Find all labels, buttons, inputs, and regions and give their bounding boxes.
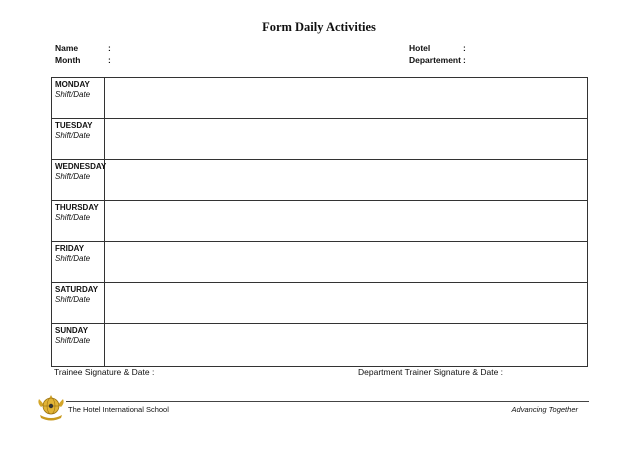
month-colon: : [108,55,111,65]
table-row [52,160,587,201]
table-row [52,201,587,242]
form-title: Form Daily Activities [262,20,376,34]
hotel-colon: : [463,43,466,53]
school-slogan: Advancing Together [511,405,578,414]
day-name: FRIDAY [55,244,85,253]
trainer-signature-label: Department Trainer Signature & Date : [358,367,504,377]
activities-table [51,77,588,367]
shift-date-label: Shift/Date [55,336,91,345]
shift-date-label: Shift/Date [55,213,91,222]
shift-date-label: Shift/Date [55,254,91,263]
activity-entry-cell[interactable] [105,78,587,118]
day-cell [52,242,105,282]
department-colon: : [463,55,466,65]
day-name: SUNDAY [55,326,89,335]
day-name: THURSDAY [55,203,99,212]
activity-entry-cell[interactable] [105,201,587,241]
table-row [52,283,587,324]
school-name: The Hotel International School [68,405,169,414]
shift-date-label: Shift/Date [55,172,91,181]
month-label: Month [55,55,81,65]
day-cell [52,78,105,118]
activity-entry-cell[interactable] [105,324,587,366]
trainee-signature-label: Trainee Signature & Date : [54,367,155,377]
golden-globe-emblem-icon [35,393,67,423]
table-row [52,242,587,283]
activity-entry-cell[interactable] [105,283,587,323]
table-row [52,78,587,119]
footer-divider [66,401,589,402]
shift-date-label: Shift/Date [55,90,91,99]
day-name: TUESDAY [55,121,93,130]
hotel-label: Hotel [409,43,431,53]
name-label: Name [55,43,79,53]
day-cell [52,324,105,366]
table-row [52,119,587,160]
activity-entry-cell[interactable] [105,160,587,200]
day-cell [52,201,105,241]
shift-date-label: Shift/Date [55,295,91,304]
activity-entry-cell[interactable] [105,242,587,282]
department-label: Departement [409,55,461,65]
day-cell [52,283,105,323]
name-colon: : [108,43,111,53]
day-name: WEDNESDAY [55,162,107,171]
activity-entry-cell[interactable] [105,119,587,159]
day-name: MONDAY [55,80,90,89]
day-cell [52,119,105,159]
day-name: SATURDAY [55,285,99,294]
day-cell [52,160,105,200]
shift-date-label: Shift/Date [55,131,91,140]
table-row [52,324,587,366]
